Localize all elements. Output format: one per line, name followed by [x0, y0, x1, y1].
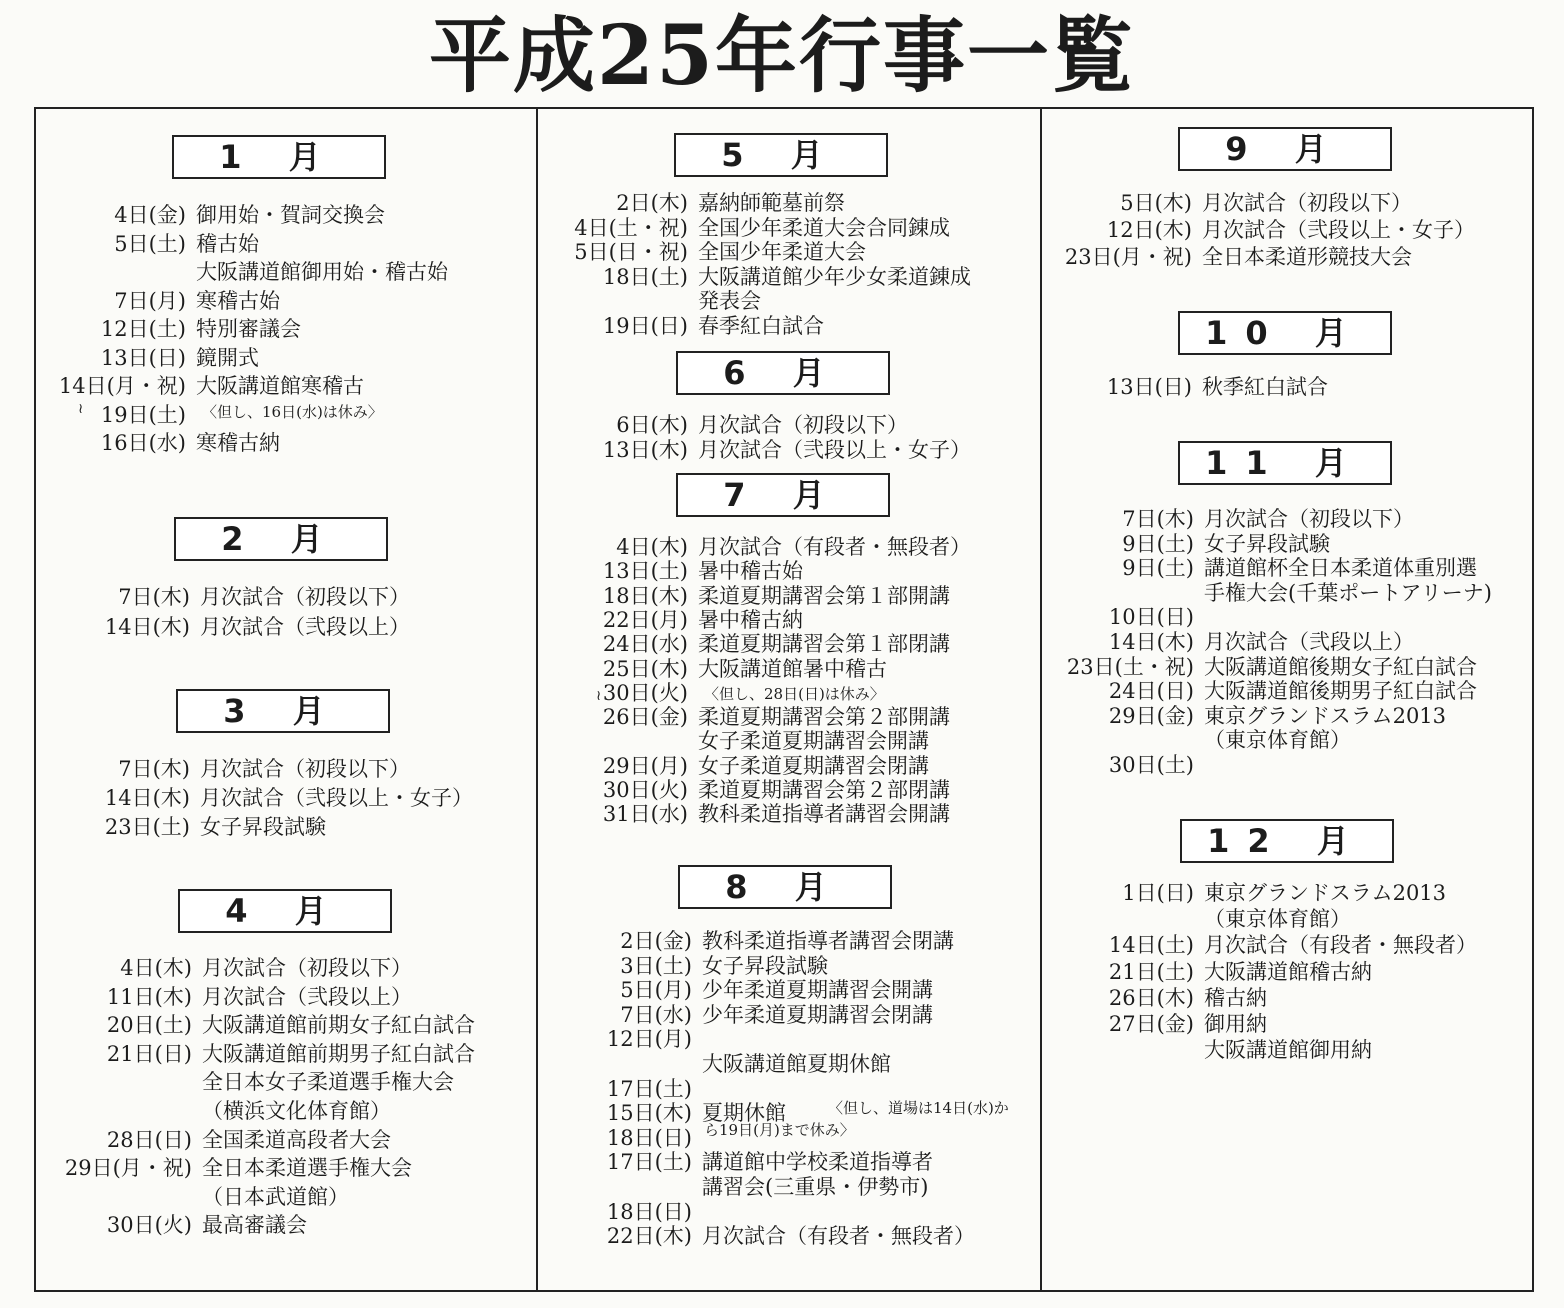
- event-title: 全日本柔道選手権大会: [202, 1156, 412, 1181]
- event-date: 5日(日・祝): [574, 240, 688, 264]
- event-title: 教科柔道指導者講習会閉講: [702, 929, 954, 953]
- event-date: 3日(土): [620, 953, 692, 978]
- event-date: 30日(土): [1108, 753, 1194, 777]
- month-header-september: 9 月: [1178, 127, 1392, 171]
- range-tilde: ≀: [78, 401, 84, 417]
- event-title: 稽古始: [196, 231, 259, 256]
- event-title: 柔道夏期講習会第２部閉講: [698, 778, 950, 802]
- event-date: 5日(木): [1120, 191, 1192, 215]
- event-date: 24日(日): [1108, 679, 1194, 704]
- event-date: 9日(土): [1122, 531, 1194, 556]
- event-date: 18日(木): [602, 583, 688, 608]
- event-date: 4日(金): [114, 203, 186, 227]
- event-date: 9日(土): [1122, 556, 1194, 581]
- event-title: 講道館中学校柔道指導者: [702, 1150, 933, 1175]
- event-date: 29日(月): [602, 753, 688, 778]
- event-title: 寒稽古始: [196, 288, 280, 313]
- event-title: 女子昇段試験: [1204, 531, 1330, 556]
- event-date: 21日(土): [1108, 959, 1194, 984]
- event-title: 月次試合（弐段以上）: [1204, 630, 1414, 654]
- page-title: 平成25年行事一覧: [428, 8, 1136, 104]
- event-title: 大阪講道館前期男子紅白試合: [202, 1041, 475, 1066]
- event-date: 18日(土): [602, 264, 688, 289]
- event-date: 6日(木): [616, 413, 688, 437]
- event-date: 24日(水): [602, 632, 688, 657]
- event-date: 31日(水): [602, 802, 688, 827]
- event-date: 13日(日): [100, 345, 186, 370]
- event-date: 29日(月・祝): [64, 1156, 192, 1181]
- event-title: 大阪講道館後期男子紅白試合: [1204, 679, 1477, 704]
- event-date: 14日(木): [104, 786, 190, 810]
- event-title: 大阪講道館御用始・稽古始: [196, 260, 448, 284]
- event-title: 大阪講道館少年少女柔道錬成: [698, 264, 971, 289]
- event-title: 全日本女子柔道選手権大会: [202, 1070, 454, 1095]
- event-date: 5日(土): [114, 231, 186, 256]
- event-title: 月次試合（有段者・無段者）: [1204, 933, 1477, 958]
- event-date: 30日(火): [602, 680, 688, 705]
- event-title: 少年柔道夏期講習会開講: [702, 978, 933, 1003]
- month-header-december: 12 月: [1180, 819, 1394, 863]
- event-date: 12日(木): [1106, 218, 1192, 242]
- month-header-august: 8 月: [678, 865, 892, 909]
- event-date: 22日(木): [606, 1224, 692, 1249]
- event-title: 月次試合（有段者・無段者）: [702, 1224, 975, 1249]
- august-note-line1: 〈但し、道場は14日(水)か: [828, 1099, 1009, 1117]
- event-title: 最高審議会: [202, 1213, 307, 1238]
- event-date: 23日(土): [104, 815, 190, 839]
- month-header-january: 1 月: [172, 135, 386, 179]
- event-date: 12日(月): [606, 1027, 692, 1052]
- event-title: （日本武道館）: [202, 1184, 349, 1209]
- event-title: 柔道夏期講習会第１部開講: [698, 583, 950, 608]
- event-date: 13日(日): [1106, 375, 1192, 399]
- event-title: 大阪講道館後期女子紅白試合: [1204, 654, 1477, 679]
- event-date: 19日(土): [100, 402, 186, 427]
- column-middle: [538, 109, 1042, 1290]
- event-date: 5日(月): [620, 978, 692, 1003]
- event-title: 月次試合（弐段以上・女子）: [200, 786, 473, 810]
- event-date: 17日(土): [606, 1076, 692, 1101]
- august-note-line2: ら19日(月)まで休み〉: [704, 1121, 855, 1139]
- event-date: 30日(火): [106, 1213, 192, 1238]
- event-title: 月次試合（弐段以上）: [200, 615, 410, 639]
- event-title: 東京グランドスラム2013: [1204, 881, 1447, 905]
- event-date: 7日(水): [620, 1002, 692, 1027]
- event-date: 23日(月・祝): [1064, 245, 1192, 269]
- event-date: 14日(月・祝): [58, 374, 186, 398]
- event-date: 12日(土): [100, 317, 186, 341]
- event-date: 22日(月): [602, 607, 688, 632]
- column-right: [1042, 109, 1536, 1290]
- event-title: 特別審議会: [196, 317, 301, 341]
- event-date: 18日(日): [606, 1125, 692, 1150]
- event-date: 11日(木): [106, 984, 192, 1009]
- event-date: 2日(木): [616, 191, 688, 215]
- event-date: 28日(日): [106, 1127, 192, 1152]
- event-title: 秋季紅白試合: [1202, 375, 1328, 399]
- event-date: 21日(日): [106, 1041, 192, 1066]
- event-date: 18日(日): [606, 1199, 692, 1224]
- event-title: 月次試合（初段以下）: [698, 413, 908, 437]
- event-date: 16日(水): [100, 431, 186, 455]
- event-title: 月次試合（初段以下）: [200, 585, 410, 609]
- event-title: 講習会(三重県・伊勢市): [702, 1175, 929, 1199]
- event-date: 7日(木): [118, 585, 190, 609]
- event-title: 大阪講道館夏期休館: [702, 1052, 891, 1076]
- event-date: 1日(日): [1122, 881, 1194, 905]
- event-title: 女子柔道夏期講習会閉講: [698, 753, 929, 778]
- month-header-april: 4 月: [178, 889, 392, 933]
- event-title: 女子昇段試験: [702, 953, 828, 978]
- event-title: 全日本柔道形競技大会: [1202, 245, 1412, 269]
- month-header-october: 10 月: [1178, 311, 1392, 355]
- month-header-march: 3 月: [176, 689, 390, 733]
- event-date: 7日(木): [1122, 507, 1194, 531]
- event-title: 大阪講道館寒稽古: [196, 374, 364, 398]
- event-title: 講道館杯全日本柔道体重別選: [1204, 556, 1477, 581]
- event-date: 26日(木): [1108, 985, 1194, 1010]
- event-date: 20日(土): [106, 1013, 192, 1038]
- july-note: 〈但し、28日(日)は休み〉: [704, 685, 885, 703]
- event-date: 10日(日): [1108, 605, 1194, 630]
- event-title: 暑中稽古始: [698, 559, 803, 584]
- event-title: 暑中稽古納: [698, 607, 803, 632]
- month-header-july: 7 月: [676, 473, 890, 517]
- event-title: 全国柔道高段者大会: [202, 1127, 391, 1152]
- event-title: 大阪講道館前期女子紅白試合: [202, 1013, 475, 1038]
- month-header-may: 5 月: [674, 133, 888, 177]
- event-title: 稽古納: [1204, 985, 1267, 1010]
- event-date: 4日(木): [120, 956, 192, 980]
- event-title: 女子昇段試験: [200, 815, 326, 839]
- event-title: 月次試合（初段以下）: [200, 757, 410, 781]
- event-title: 嘉納師範墓前祭: [698, 191, 845, 215]
- event-title: （東京体育館）: [1204, 728, 1351, 753]
- event-title: 大阪講道館御用納: [1204, 1038, 1372, 1063]
- event-title: 教科柔道指導者講習会開講: [698, 802, 950, 827]
- event-date: 13日(土): [602, 559, 688, 584]
- event-date: 25日(木): [602, 656, 688, 681]
- event-title: 御用始・賀詞交換会: [196, 203, 385, 227]
- schedule-frame: [34, 107, 1534, 1292]
- event-title: 大阪講道館暑中稽古: [698, 656, 887, 681]
- event-date: 30日(火): [602, 778, 688, 802]
- event-date: 17日(土): [606, 1150, 692, 1175]
- event-date: 13日(木): [602, 437, 688, 462]
- event-title: 寒稽古納: [196, 431, 280, 455]
- event-date: 4日(土・祝): [574, 215, 688, 240]
- event-title: 手権大会(千葉ポートアリーナ): [1204, 580, 1492, 605]
- event-title: 月次試合（初段以下）: [1204, 507, 1414, 531]
- range-tilde: ≀: [596, 688, 602, 704]
- event-title: 月次試合（弐段以上・女子）: [1202, 218, 1475, 242]
- january-note: 〈但し、16日(水)は休み〉: [202, 403, 383, 421]
- event-date: 4日(木): [616, 535, 688, 559]
- event-title: 月次試合（弐段以上）: [202, 984, 412, 1009]
- event-title: 女子柔道夏期講習会開講: [698, 729, 929, 754]
- event-date: 19日(日): [602, 313, 688, 338]
- event-title: 月次試合（初段以下）: [202, 956, 412, 980]
- event-date: 7日(木): [118, 757, 190, 781]
- event-title: 鏡開式: [196, 345, 259, 370]
- event-date: 29日(金): [1108, 703, 1194, 728]
- event-date: 14日(土): [1108, 933, 1194, 958]
- event-date: 7日(月): [114, 288, 186, 313]
- event-title: 大阪講道館稽古納: [1204, 959, 1372, 984]
- event-title: 御用納: [1204, 1012, 1267, 1036]
- event-title: 柔道夏期講習会第２部開講: [698, 705, 950, 730]
- event-title: 春季紅白試合: [698, 313, 824, 338]
- event-title: 発表会: [698, 289, 761, 313]
- column-left: [36, 109, 538, 1290]
- event-date: 15日(木): [606, 1101, 692, 1126]
- event-title: 全国少年柔道大会合同錬成: [698, 215, 950, 240]
- event-title: 月次試合（初段以下）: [1202, 191, 1412, 215]
- event-title: 東京グランドスラム2013: [1204, 703, 1447, 728]
- event-date: 14日(木): [1108, 630, 1194, 654]
- month-header-june: 6 月: [676, 351, 890, 395]
- event-date: 23日(土・祝): [1066, 654, 1194, 679]
- month-header-november: 11 月: [1178, 441, 1392, 485]
- event-title: 月次試合（有段者・無段者）: [698, 535, 971, 559]
- event-title: 柔道夏期講習会第１部閉講: [698, 632, 950, 657]
- event-title: 全国少年柔道大会: [698, 240, 866, 264]
- event-date: 2日(金): [620, 929, 692, 953]
- event-title: （東京体育館）: [1204, 907, 1351, 932]
- event-title: 夏期休館: [702, 1101, 786, 1126]
- event-title: 月次試合（弐段以上・女子）: [698, 437, 971, 462]
- month-header-february: 2 月: [174, 517, 388, 561]
- event-date: 26日(金): [602, 705, 688, 730]
- event-title: 少年柔道夏期講習会閉講: [702, 1002, 933, 1027]
- event-date: 14日(木): [104, 615, 190, 639]
- event-title: （横浜文化体育館）: [202, 1099, 391, 1123]
- event-date: 27日(金): [1108, 1012, 1194, 1036]
